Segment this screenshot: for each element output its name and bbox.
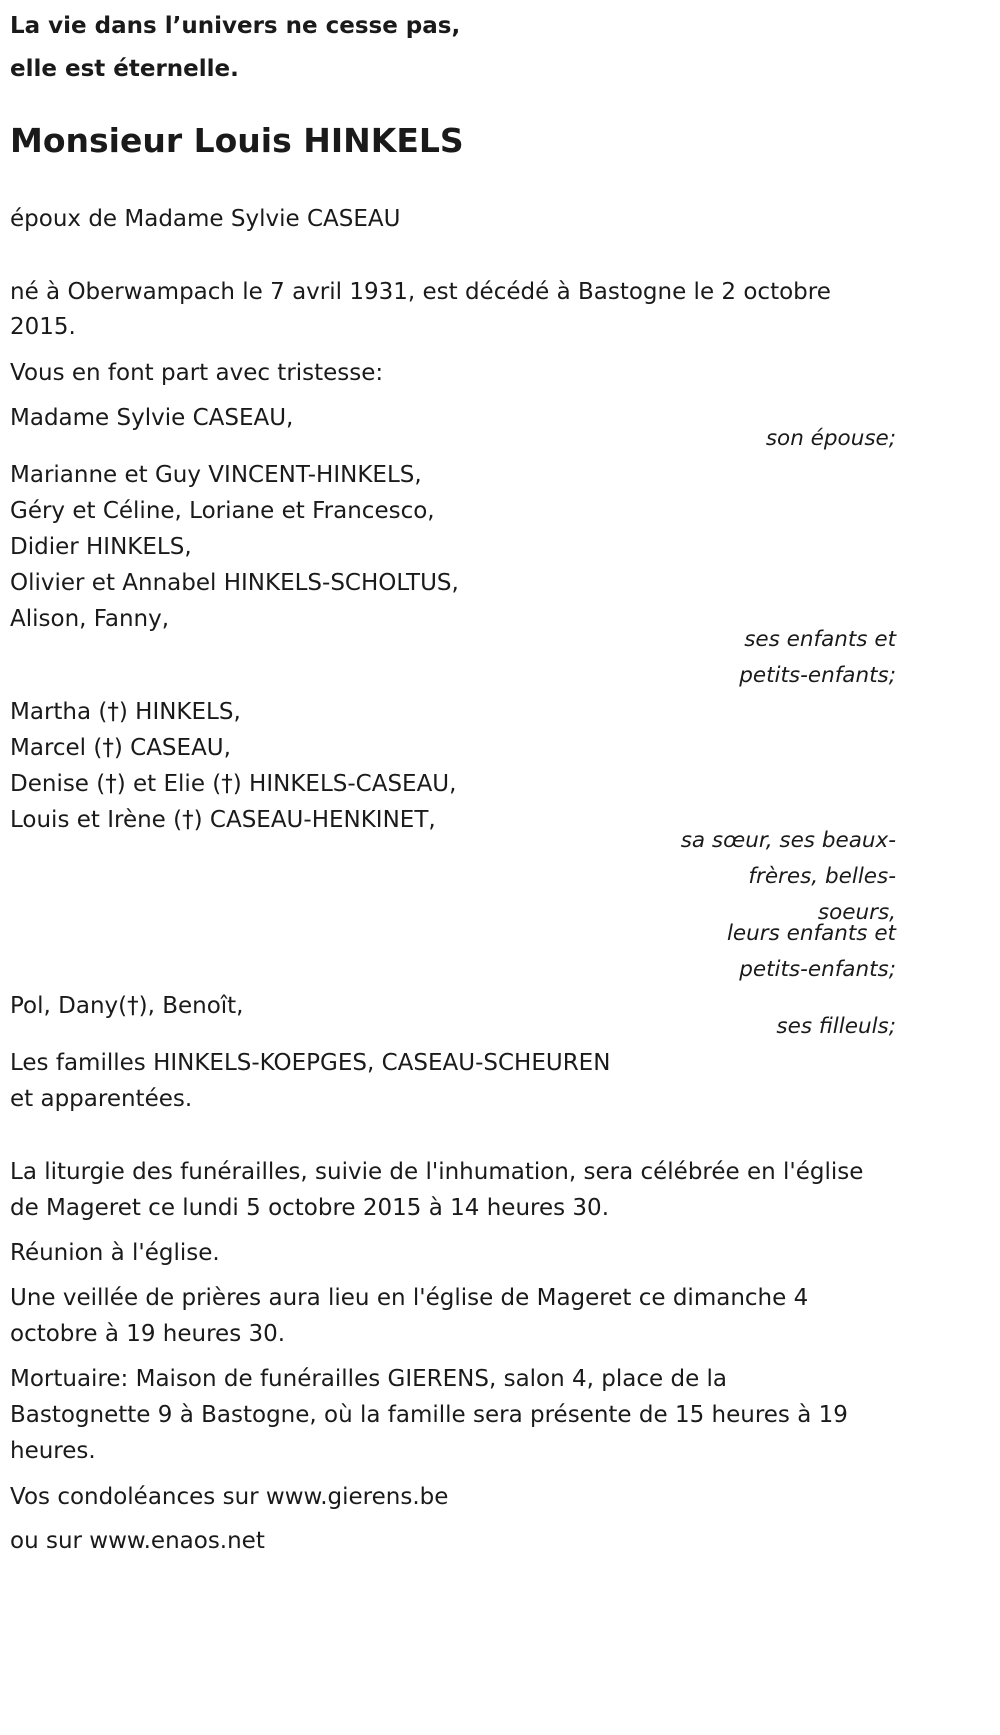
mortuary-line-3: heures. bbox=[10, 1438, 96, 1464]
siblings-name-3: Denise (†) et Elie (†) HINKELS-CASEAU, bbox=[10, 771, 457, 797]
liturgy-line-2: de Mageret ce lundi 5 octobre 2015 à 14 heures 30. bbox=[10, 1195, 609, 1221]
announcement-intro: Vous en font part avec tristesse: bbox=[10, 360, 384, 386]
epigraph-line-1: La vie dans l’univers ne cesse pas, bbox=[10, 13, 461, 39]
birth-death-line-2: 2015. bbox=[10, 314, 76, 340]
godchildren-role: ses filleuls; bbox=[776, 1014, 896, 1039]
children-name-3: Didier HINKELS, bbox=[10, 534, 192, 560]
siblings-role-5: petits-enfants; bbox=[739, 957, 896, 982]
spouse-line: époux de Madame Sylvie CASEAU bbox=[10, 206, 401, 232]
condolences-line-1: Vos condoléances sur www.gierens.be bbox=[10, 1484, 449, 1510]
liturgy-line-1: La liturgie des funérailles, suivie de l'inhumation, sera célébrée en l'église bbox=[10, 1159, 864, 1185]
death-notice bbox=[10, 0, 896, 1735]
children-name-5: Alison, Fanny, bbox=[10, 606, 170, 632]
siblings-role-4: leurs enfants et bbox=[726, 921, 896, 946]
mortuary-line-1: Mortuaire: Maison de funérailles GIERENS, salon 4, place de la bbox=[10, 1366, 728, 1392]
mortuary-line-2: Bastognette 9 à Bastogne, où la famille sera présente de 15 heures à 19 bbox=[10, 1402, 848, 1428]
siblings-role-3: soeurs, bbox=[817, 900, 896, 925]
siblings-name-2: Marcel (†) CASEAU, bbox=[10, 735, 231, 761]
siblings-role-1: sa sœur, ses beaux- bbox=[680, 828, 896, 853]
vigil-line-2: octobre à 19 heures 30. bbox=[10, 1321, 286, 1347]
children-role-2: petits-enfants; bbox=[739, 663, 896, 688]
condolences-line-2: ou sur www.enaos.net bbox=[10, 1528, 265, 1554]
spouse-role: son épouse; bbox=[765, 426, 896, 451]
children-name-2: Géry et Céline, Loriane et Francesco, bbox=[10, 498, 435, 524]
children-name-4: Olivier et Annabel HINKELS-SCHOLTUS, bbox=[10, 570, 459, 596]
epigraph-line-2: elle est éternelle. bbox=[10, 56, 239, 82]
families-line-2: et apparentées. bbox=[10, 1086, 193, 1112]
families-line-1: Les familles HINKELS-KOEPGES, CASEAU-SCHEUREN bbox=[10, 1050, 611, 1076]
siblings-name-1: Martha (†) HINKELS, bbox=[10, 699, 241, 725]
siblings-name-4: Louis et Irène (†) CASEAU-HENKINET, bbox=[10, 807, 436, 833]
children-name-1: Marianne et Guy VINCENT-HINKELS, bbox=[10, 462, 422, 488]
children-role-1: ses enfants et bbox=[744, 627, 896, 652]
birth-death-line-1: né à Oberwampach le 7 avril 1931, est décédé à Bastogne le 2 octobre bbox=[10, 279, 831, 305]
meeting-line: Réunion à l'église. bbox=[10, 1240, 220, 1266]
vigil-line-1: Une veillée de prières aura lieu en l'église de Mageret ce dimanche 4 bbox=[10, 1285, 809, 1311]
godchildren-names: Pol, Dany(†), Benoît, bbox=[10, 993, 244, 1019]
deceased-name: Monsieur Louis HINKELS bbox=[10, 121, 464, 160]
spouse-name: Madame Sylvie CASEAU, bbox=[10, 405, 294, 431]
siblings-role-2: frères, belles- bbox=[748, 864, 896, 889]
